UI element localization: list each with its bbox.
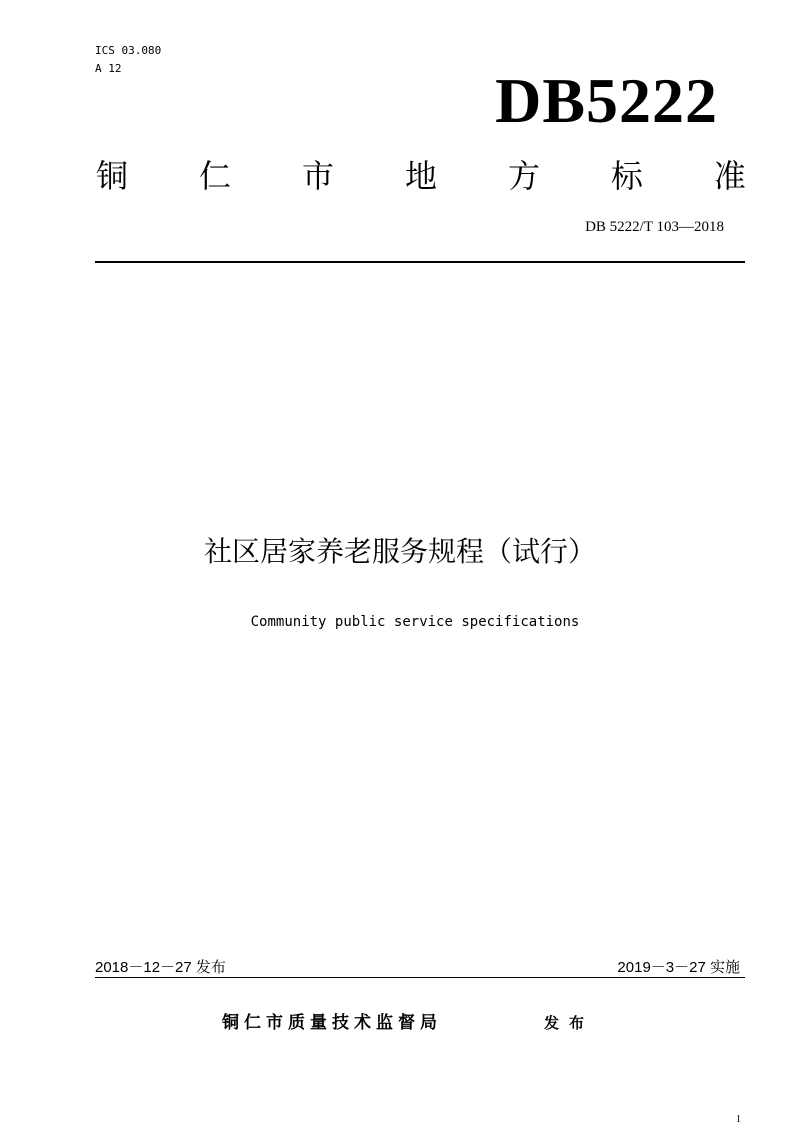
- issue-date: 2018－12－27 发布: [95, 959, 226, 976]
- ccs-code: A 12: [95, 62, 122, 75]
- header-divider: [95, 261, 745, 263]
- ics-code: ICS 03.080: [95, 44, 162, 57]
- footer-divider: [95, 977, 745, 978]
- document-title: 社区居家养老服务规程（试行）: [203, 535, 596, 568]
- publish-label: 发布: [544, 1014, 595, 1032]
- publisher: 铜仁市质量技术监督局: [222, 1013, 442, 1033]
- local-standard-char: 铜: [96, 157, 129, 195]
- local-standard-heading: [96, 154, 746, 198]
- db-code-logo: DB5222: [495, 65, 718, 136]
- local-standard-char: 准: [713, 157, 746, 195]
- page-number: 1: [736, 1114, 741, 1125]
- local-standard-char: 标: [610, 157, 643, 195]
- local-standard-char: 地: [404, 157, 437, 195]
- local-standard-char: 方: [507, 157, 540, 195]
- local-standard-char: 仁: [198, 157, 231, 195]
- local-standard-char: 市: [301, 157, 334, 195]
- document-title-english: Community public service specifications: [250, 614, 580, 630]
- implementation-date: 2019－3－27 实施: [617, 959, 740, 976]
- standard-number: DB 5222/T 103—2018: [585, 219, 724, 235]
